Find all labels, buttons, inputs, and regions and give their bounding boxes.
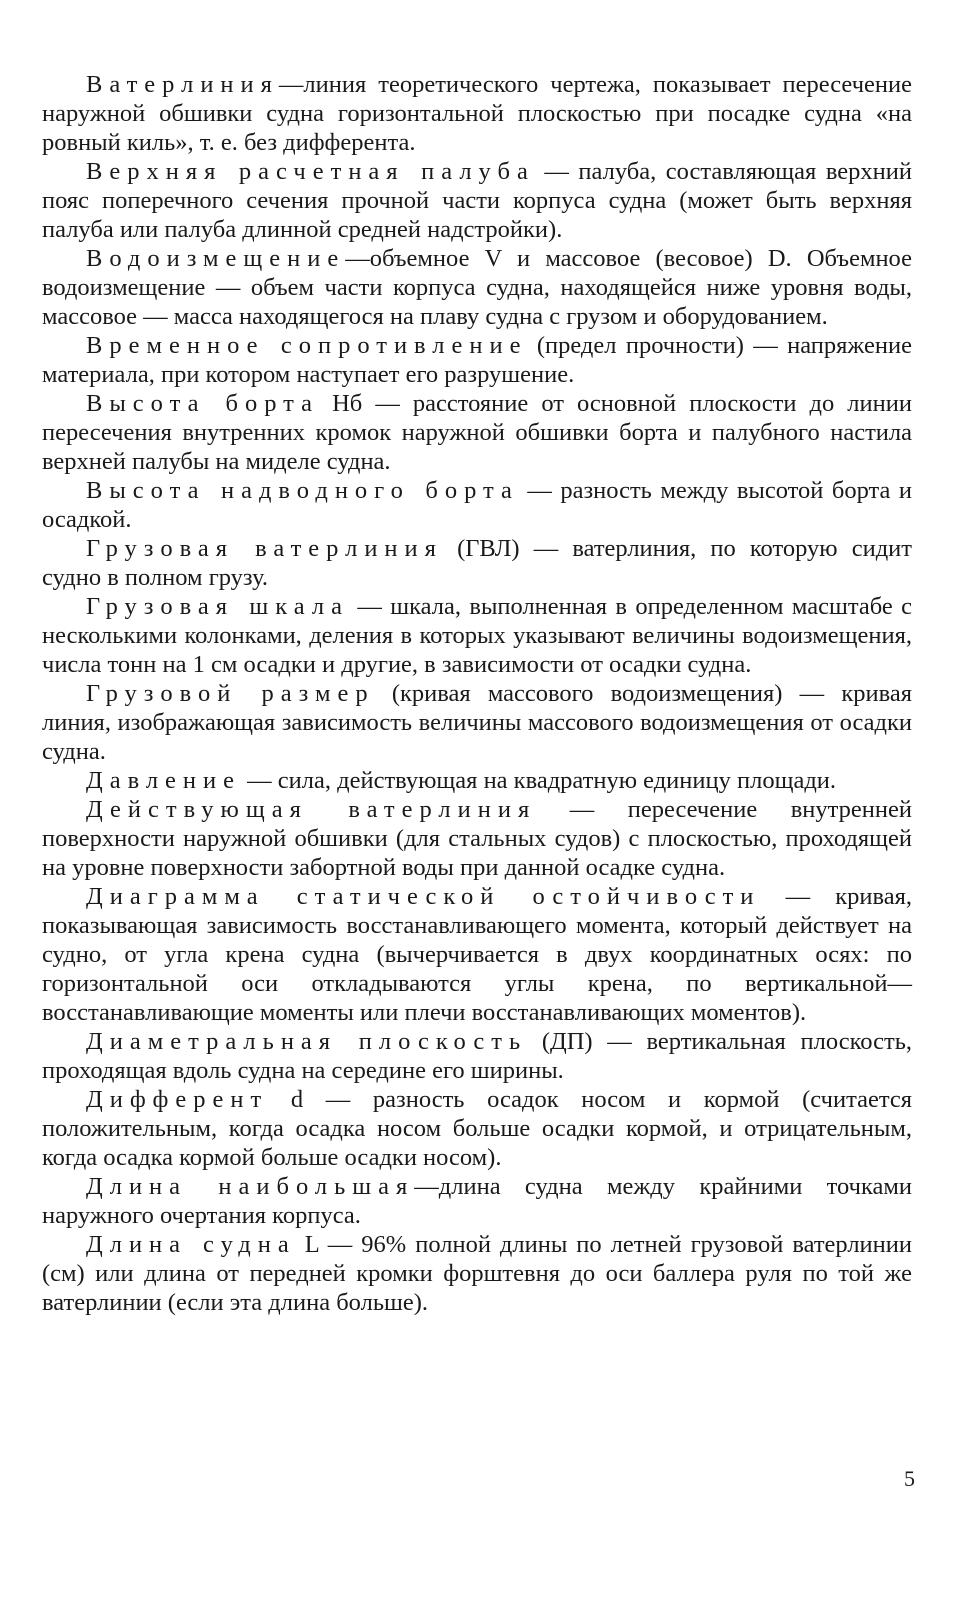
glossary-term: Временное сопротивление: [86, 332, 528, 359]
glossary-entry: [42, 679, 912, 766]
glossary-term: Грузовая шкала: [86, 593, 349, 620]
glossary-entry: [42, 592, 912, 679]
glossary-definition: Нб — расстояние от основной плоскости до линии пересечения внутренних кромок наружной обшивки борта и палубного настила верхней палубы на миделе судна.: [42, 390, 912, 475]
glossary-definition: — разность между высотой борта и осадкой.: [42, 477, 912, 533]
glossary-entry: [42, 1230, 912, 1317]
glossary-definition: — сила, действующая на квадратную единицу площади.: [241, 767, 837, 794]
glossary-entry: [42, 795, 912, 882]
glossary-term: Диаграмма статической остойчивости: [86, 883, 761, 910]
glossary-term: Водоизмещение: [86, 245, 346, 272]
glossary-term: Диаметральная плоскость: [86, 1028, 528, 1055]
glossary-entry: [42, 389, 912, 476]
glossary-entry: [42, 476, 912, 534]
glossary-term: Грузовой размер: [86, 680, 375, 707]
glossary-term: Дифферент: [86, 1086, 269, 1113]
glossary-definition: (кривая массового водоизмещения) — кривая линия, изображающая зависимость величины массового водоизмещения от осадки судна.: [42, 680, 912, 765]
glossary-term: Высота борта: [86, 390, 320, 417]
glossary-entry: [42, 534, 912, 592]
glossary-definition: (ДП) — вертикальная плоскость, проходящая вдоль судна на середине его ширины.: [42, 1028, 913, 1084]
glossary-definition: — палуба, составляющая верхний пояс поперечного сечения прочной части корпуса судна (может быть верхняя палуба или палуба длинной средней надстройки).: [42, 158, 912, 243]
glossary-term: Грузовая ватерлиния: [86, 535, 443, 562]
glossary-definition: L — 96% полной длины по летней грузовой ватерлинии (см) или длина от передней кромки форштевня до оси баллера руля по той же ватерлинии (если эта длина больше).: [42, 1231, 913, 1316]
glossary-entry: [42, 331, 912, 389]
glossary-entry: [42, 1085, 912, 1172]
glossary-term: Верхняя расчетная палуба: [86, 158, 535, 185]
glossary-entry: [42, 1172, 912, 1230]
glossary-definition: (предел прочности) — напряжение материала, при котором наступает его разрушение.: [42, 332, 912, 388]
glossary-term: Высота надводного борта: [86, 477, 519, 504]
glossary-entry: [42, 70, 912, 157]
glossary-entry: [42, 244, 912, 331]
document-body: [42, 70, 912, 1317]
glossary-definition: —объемное V и массовое (весовое) D. Объемное водоизмещение — объем части корпуса судна, находящейся ниже уровня воды, массовое — масса находящегося на плаву судна с грузом и оборудованием.: [42, 245, 912, 330]
glossary-term: Длина наибольшая: [86, 1173, 415, 1200]
glossary-entry: [42, 1027, 912, 1085]
glossary-entry: [42, 882, 912, 1027]
glossary-definition: —длина судна между крайними точками наружного очертания корпуса.: [42, 1173, 912, 1229]
glossary-definition: d — разность осадок носом и кормой (считается положительным, когда осадка носом больше осадки кормой, и отрицательным, когда осадка кормой больше осадки носом).: [42, 1086, 912, 1171]
glossary-term: Действующая ватерлиния: [86, 796, 537, 823]
glossary-entry: [42, 766, 912, 795]
glossary-definition: — шкала, выполненная в определенном масштабе с несколькими колонками, деления в которых указывают величины водоизмещения, числа тонн на 1 см осадки и другие, в зависимости от осадки судна.: [42, 593, 913, 678]
glossary-definition: — кривая, показывающая зависимость восстанавливающего момента, который действует на судно, от угла крена судна (вычерчивается в двух координатных осях: по горизонтальной оси откладываются углы крена, по вертикальной—восстанавливающие моменты или плечи восстанавливающих моментов).: [42, 883, 912, 1026]
glossary-entry: [42, 157, 912, 244]
glossary-term: Давление: [86, 767, 242, 794]
page-number: 5: [904, 1466, 915, 1491]
glossary-definition: — пересечение внутренней поверхности наружной обшивки (для стальных судов) с плоскостью, проходящей на уровне поверхности забортной воды при данной осадке судна.: [42, 796, 912, 881]
glossary-definition: (ГВЛ) — ватерлиния, по которую сидит судно в полном грузу.: [42, 535, 912, 591]
glossary-term: Ватерлиния: [86, 71, 279, 98]
glossary-term: Длина судна: [86, 1231, 296, 1258]
glossary-definition: —линия теоретического чертежа, показывает пересечение наружной обшивки судна горизонтальной плоскостью при посадке судна «на ровный киль», т. е. без дифферента.: [42, 71, 912, 156]
